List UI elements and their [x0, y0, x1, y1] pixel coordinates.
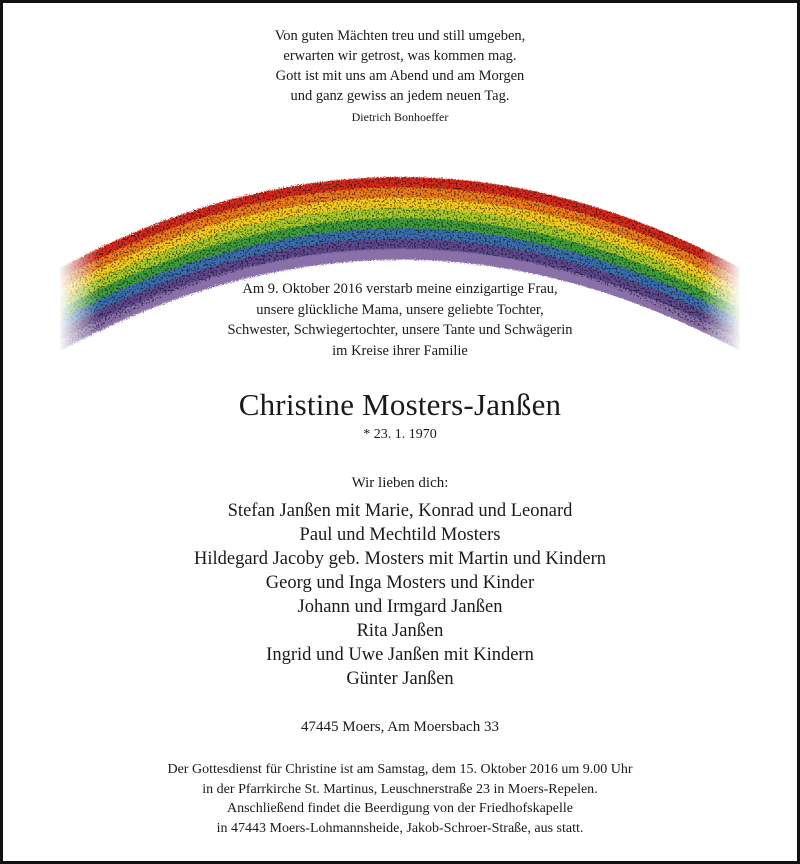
mourner-name: Georg und Inga Mosters und Kinder [265, 573, 535, 593]
death-announcement [0, 279, 800, 361]
announcement-line: Am 9. Oktober 2016 verstarb meine einzigartige Frau, [242, 281, 558, 297]
birth-date: * 23. 1. 1970 [363, 427, 437, 442]
mourner-name: Paul und Mechtild Mosters [299, 525, 501, 545]
announcement-line: unsere glückliche Mama, unsere geliebte Tochter, [256, 301, 544, 318]
poem-line: Gott ist mit uns am Abend und am Morgen [275, 68, 525, 84]
mourner-name: Johann und Irmgard Janßen [297, 597, 503, 617]
poem-author: Dietrich Bonhoeffer [351, 110, 449, 124]
funeral-service-info [0, 760, 800, 838]
poem-line: Von guten Mächten treu und still umgeben, [274, 28, 526, 44]
service-line: in der Pfarrkirche St. Martinus, Leuschnerstraße 23 in Moers-Repelen. [202, 781, 598, 797]
family-address: 47445 Moers, Am Moersbach 33 [301, 719, 499, 735]
service-line: Der Gottesdienst für Christine ist am Samstag, dem 15. Oktober 2016 um 9.00 Uhr [167, 762, 633, 777]
mourners-intro: Wir lieben dich: [351, 475, 449, 491]
mourner-name: Günter Janßen [346, 669, 454, 689]
announcement-line: im Kreise ihrer Familie [332, 342, 468, 359]
mourners-list [0, 499, 800, 691]
mourner-name: Hildegard Jacoby geb. Mosters mit Martin und Kindern [193, 549, 607, 569]
deceased-name: Christine Mosters-Janßen [238, 387, 562, 422]
service-line: in 47443 Moers-Lohmannsheide, Jakob-Schroer-Straße, aus statt. [216, 820, 584, 836]
poem-line: und ganz gewiss an jedem neuen Tag. [290, 88, 510, 104]
poem-line: erwarten wir getrost, was kommen mag. [283, 48, 517, 64]
mourner-name: Stefan Janßen mit Marie, Konrad und Leonard [227, 501, 573, 521]
mourner-name: Rita Janßen [356, 621, 444, 641]
mourner-name: Ingrid und Uwe Janßen mit Kindern [266, 645, 534, 665]
bonhoeffer-poem [0, 26, 800, 126]
announcement-line: Schwester, Schwiegertochter, unsere Tante und Schwägerin [227, 322, 573, 338]
service-line: Anschließend findet die Beerdigung von der Friedhofskapelle [226, 801, 573, 816]
